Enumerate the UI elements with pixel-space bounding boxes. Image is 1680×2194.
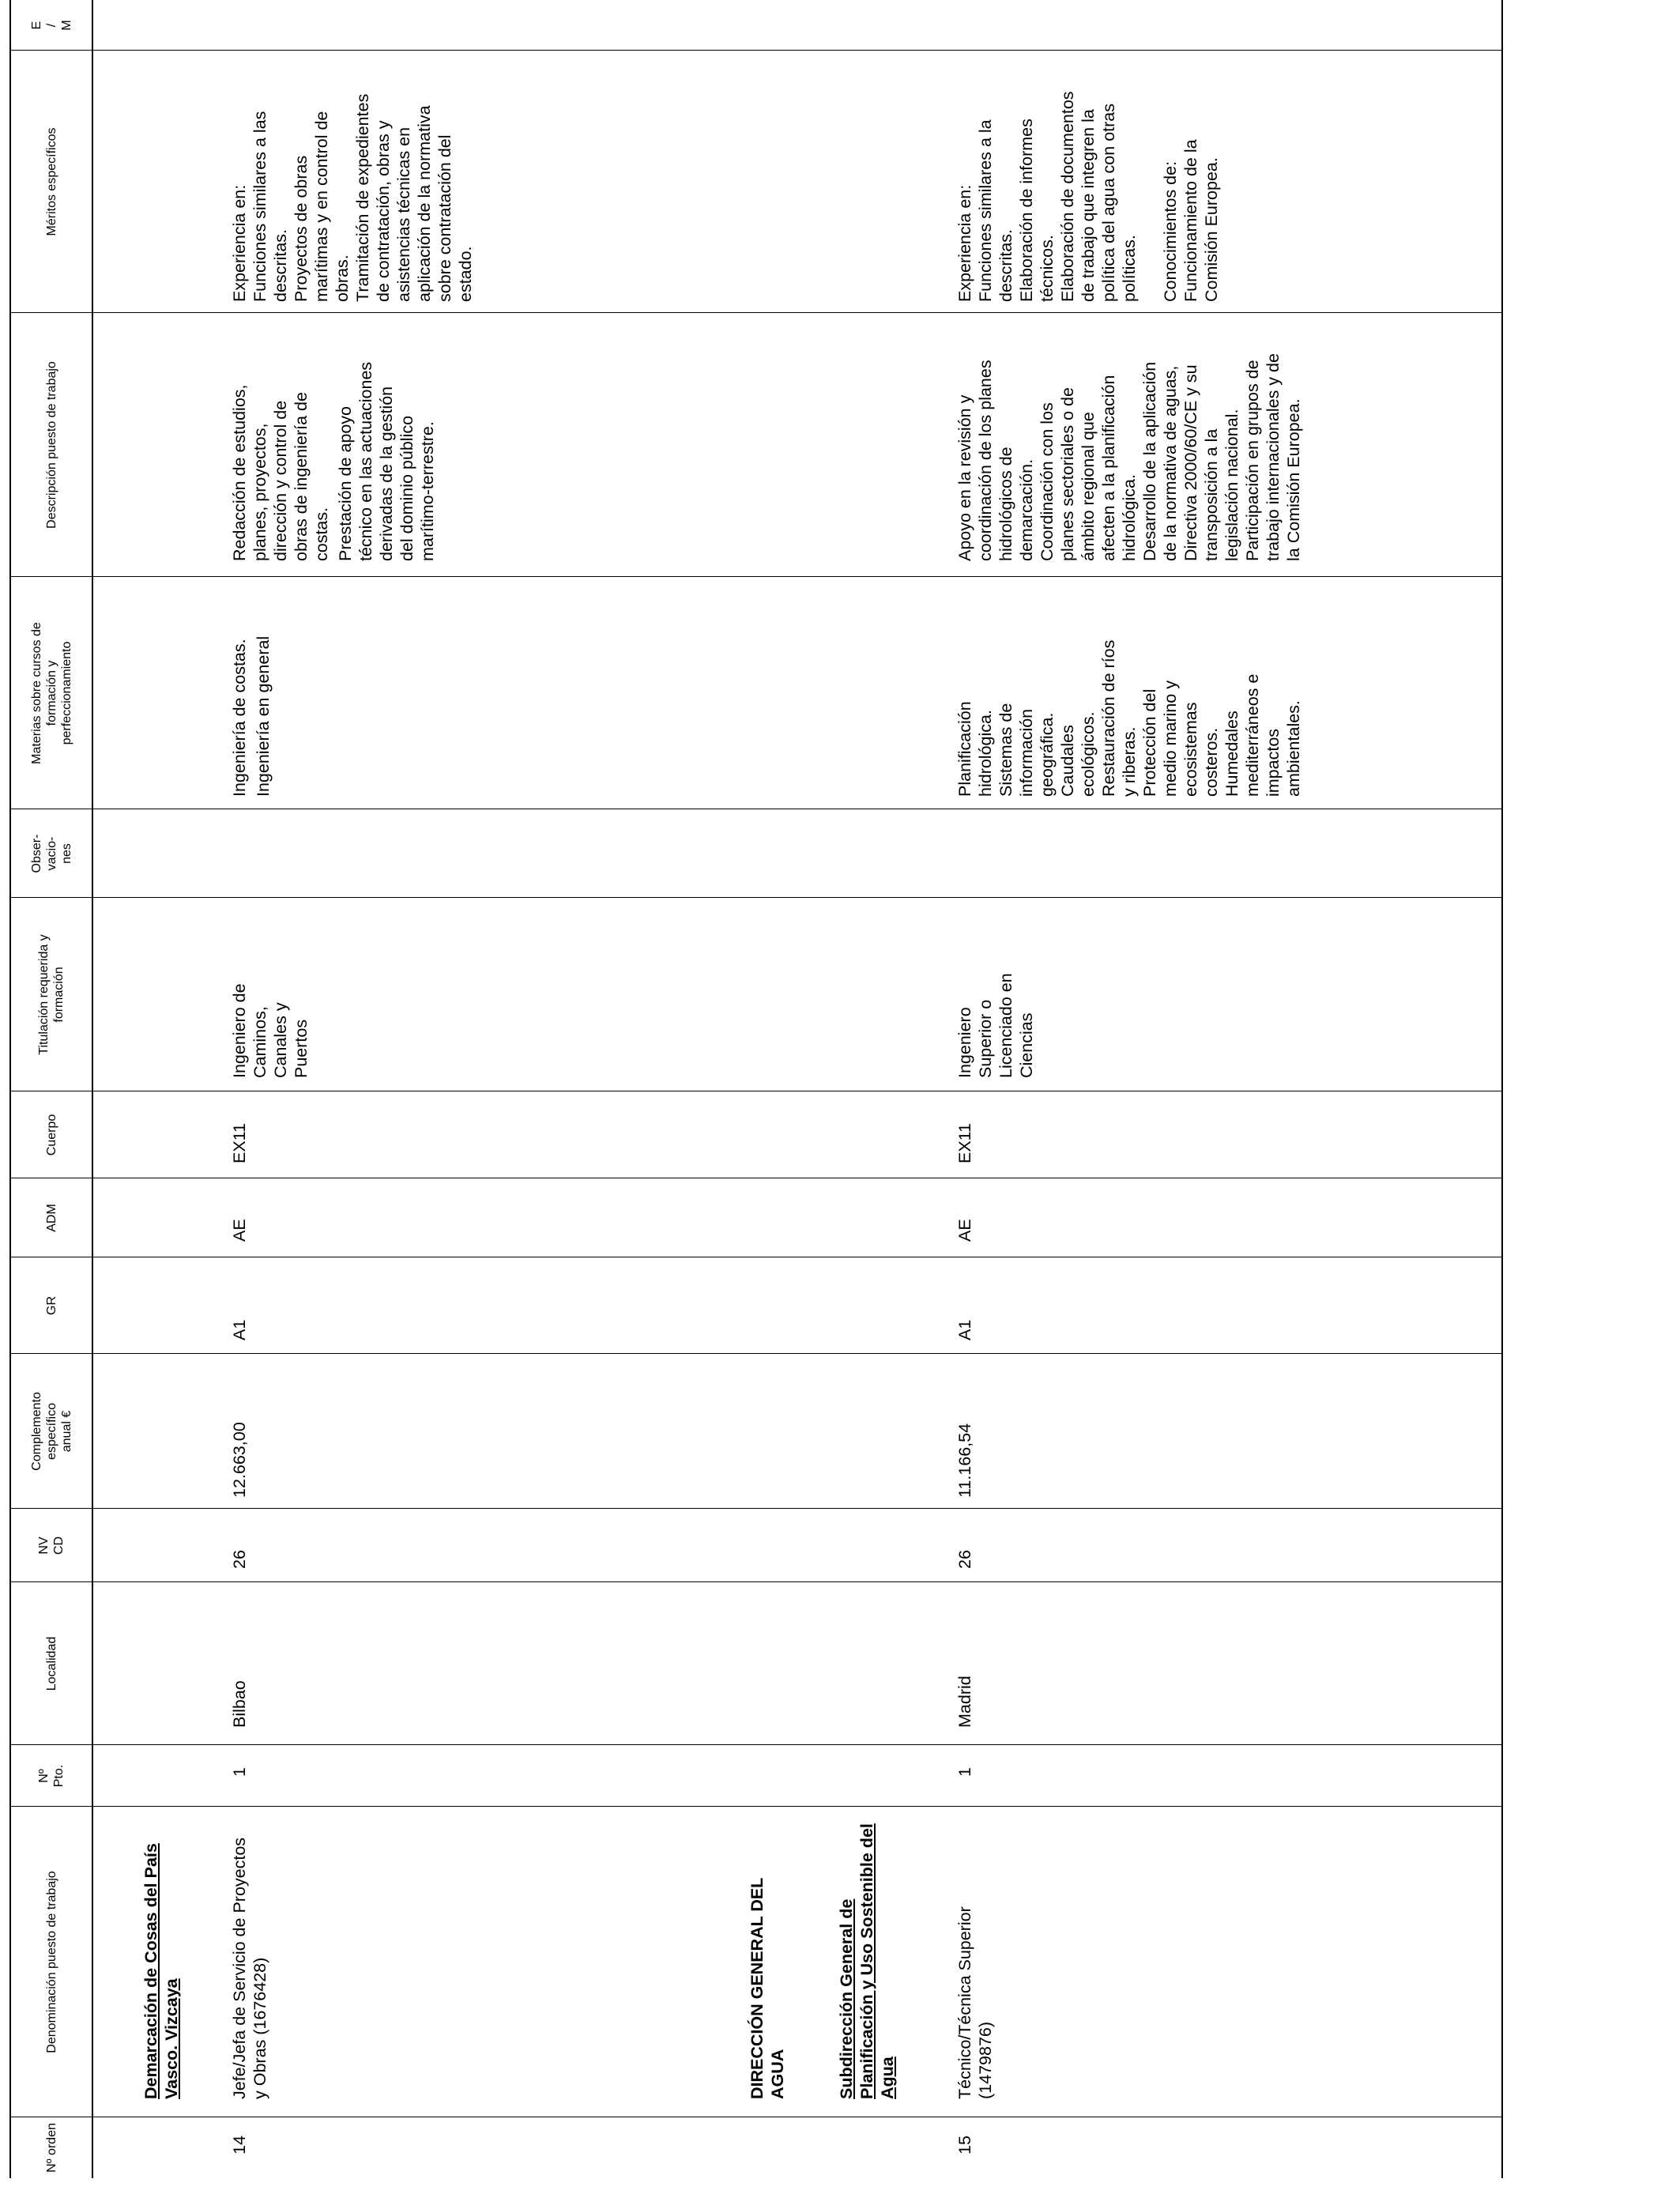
merit-item: Funciones similares a la descritas. [976,119,1015,302]
header-bottom-border [92,0,93,2178]
description-item: Participación en grupos de trabajo internacionales y de la Comisión Europea. [1243,353,1303,561]
row14-complement: 12.663,00 [230,1422,249,1498]
table-top-border [9,0,11,2178]
description-item: Redacción de estudios, planes, proyectos, dirección y control de obras de ingeniería de costas. [230,384,331,561]
row14-locality: Bilbao [230,1680,249,1728]
row14-body: EX11 [230,1123,249,1163]
header-qualification: Titulación requerida y formación [37,934,66,1055]
description-item: Coordinación con los planes sectoriales o de ámbito regional que afecten a la planificación hidrológica. [1038,375,1139,561]
row15-description [955,352,1304,561]
merit-item: Elaboración de documentos de trabajo que integren la política del agua con otras políticas. [1058,91,1139,302]
merits-intro: Experiencia en: [955,184,974,302]
description-item: Desarrollo de la aplicación de la normativa de aguas, Directiva 2000/60/CE y su transposición a la legislación nacional. [1140,361,1241,561]
merits-intro: Experiencia en: [230,184,249,302]
header-em: E / M [29,20,73,31]
course-item: Restauración de ríos y riberas. [1099,639,1139,797]
description-item: Prestación de apoyo técnico en las actuaciones derivadas de la gestión del dominio público marítimo-terrestre. [336,361,437,561]
row14-courses [229,607,273,797]
table-bottom-border [1501,0,1503,2178]
course-item: Ingeniería de costas. [230,639,249,797]
section-direccion: DIRECCIÓN GENERAL DEL AGUA [748,1878,787,2099]
row15-merits [955,89,1222,302]
row14-qualification: Ingeniero de Caminos, Canales y Puertos [230,983,311,1078]
section-subdireccion: Subdirección General de Planificación y Uso Sostenible del Agua [837,1823,897,2099]
row15-group: A1 [955,1319,974,1340]
row14-group: A1 [230,1319,249,1340]
row14-level: 26 [230,1550,249,1569]
course-item: Planificación hidrológica. [955,701,995,797]
header-level: NV CD [37,1536,66,1555]
col-sep [9,897,1501,898]
row15-qualification: Ingeniero Superior o Licenciado en Ciencias [955,973,1036,1078]
merit-item: Funciones similares a las descritas. [250,111,290,302]
merits-intro: Conocimientos de: [1161,160,1180,302]
col-sep [9,312,1501,313]
header-group: GR [44,1296,58,1315]
header-num-posts: Nº Pto. [37,1764,66,1788]
header-merits: Méritos específicos [44,127,58,236]
header-courses: Materias sobre cursos de formación y perfeccionamiento [29,622,73,764]
header-denomination: Denominación puesto de trabajo [44,1871,58,2053]
row15-adm: AE [955,1219,974,1242]
col-sep [9,1353,1501,1354]
description-item: Apoyo en la revisión y coordinación de los planes hidrológicos de demarcación. [955,360,1036,561]
merit-item: Proyectos de obras marítimas y en control de obras. [292,111,352,302]
col-sep [9,1508,1501,1509]
course-item: Ingeniería en general [254,635,273,797]
header-description: Descripción puesto de trabajo [44,361,58,529]
header-body: Cuerpo [44,1114,58,1156]
header-locality: Localidad [44,1636,58,1691]
header-complement: Complemento específico anual € [29,1392,73,1471]
row15-courses [955,639,1304,797]
row15-denomination: Técnico/Técnica Superior (1479876) [955,1906,995,2099]
col-sep [9,1806,1501,1807]
row14-merits [229,81,476,302]
col-sep [9,50,1501,51]
header-observations: Obser-vacio-nes [29,834,73,873]
row15-body: EX11 [955,1123,974,1163]
row15-level: 26 [955,1550,974,1569]
col-sep [9,576,1501,577]
merit-item: Elaboración de informes técnicos. [1017,119,1057,302]
course-item: Humedales mediterráneos e impactos ambientales. [1222,673,1303,797]
merit-item: Tramitación de expedientes de contratación, obras y asistencias técnicas en aplicación de la normativa sobre contratación del estado. [353,93,475,302]
course-item: Caudales ecológicos. [1058,711,1098,797]
row15-order: 15 [955,2136,974,2154]
row15-locality: Madrid [955,1676,974,1728]
row15-posts: 1 [955,1767,974,1777]
row14-order: 14 [230,2136,249,2154]
course-item: Sistemas de información geográfica. [996,703,1057,797]
col-sep [9,1744,1501,1745]
row14-description [229,360,438,561]
merit-item: Funcionamiento de la Comisión Europea. [1181,139,1221,302]
row14-adm: AE [230,1219,249,1242]
row14-posts: 1 [230,1767,249,1777]
header-num-order: Nº orden [44,2123,58,2173]
header-adm: ADM [44,1204,58,1232]
row15-complement: 11.166,54 [955,1423,974,1498]
course-item: Protección del medio marino y ecosistemas costeros. [1140,680,1221,797]
col-sep [9,1581,1501,1582]
section-demarcacion: Demarcación de Cosas del País Vasco. Vizcaya [141,1843,181,2099]
row14-denomination: Jefe/Jefa de Servicio de Proyectos y Obras (1676428) [230,1837,269,2099]
